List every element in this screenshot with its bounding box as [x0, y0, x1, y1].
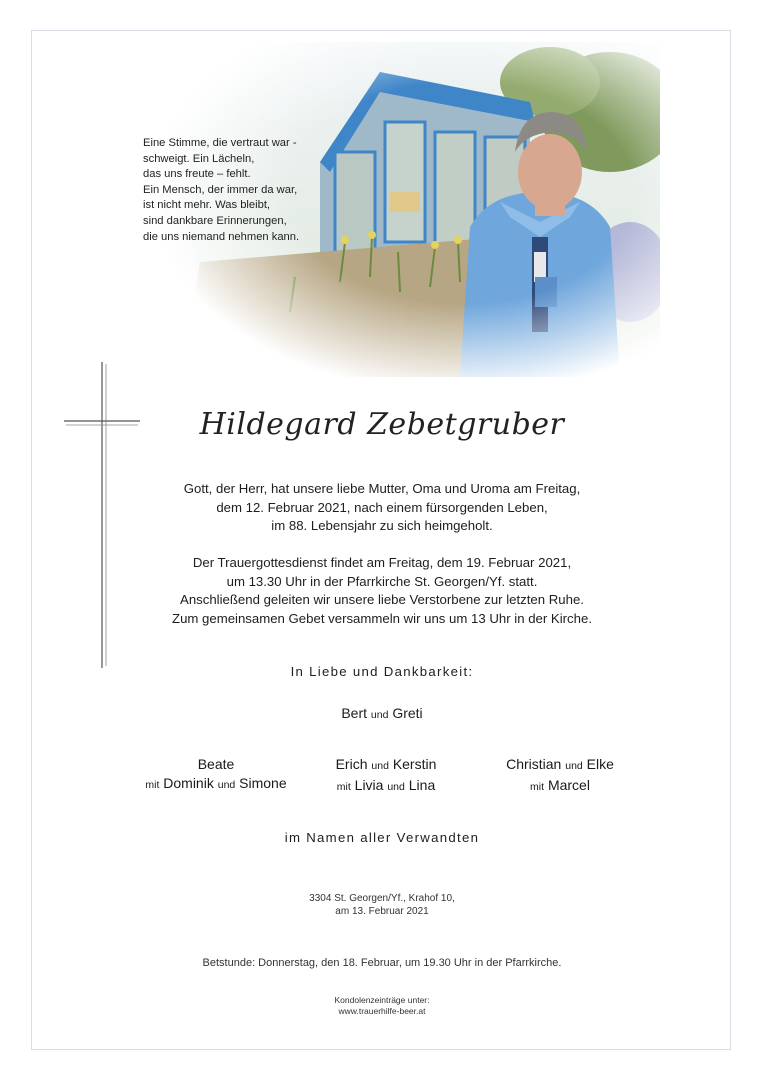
address-block	[0, 892, 764, 918]
condolence-url[interactable]: www.trauerhilfe-beer.at	[338, 1006, 426, 1016]
family-name: Greti	[392, 705, 423, 721]
address-date: am 13. Februar 2021	[335, 906, 429, 917]
family-main	[0, 704, 764, 725]
family-name: Dominik	[163, 775, 214, 791]
closing-phrase: In Liebe und Dankbarkeit:	[290, 664, 474, 679]
family-name: Lina	[408, 777, 436, 793]
family-column-3	[445, 755, 675, 797]
service-text	[0, 554, 764, 628]
family-name: Marcel	[547, 777, 590, 793]
address-line: 3304 St. Georgen/Yf., Krahof 10,	[309, 893, 455, 904]
announcement-line: dem 12. Februar 2021, nach einem fürsorgenden Leben,	[216, 499, 548, 515]
family-name: Erich	[335, 756, 368, 772]
conjunction: mit	[145, 779, 160, 791]
poem-line: sind dankbare Erinnerungen,	[143, 214, 287, 227]
announcement-line: im 88. Lebensjahr zu sich heimgeholt.	[271, 518, 493, 533]
poem-line: Eine Stimme, die vertraut war -	[143, 137, 297, 149]
service-line: Der Trauergottesdienst findet am Freitag, dem 19. Februar 2021,	[192, 555, 572, 570]
family-name: Kerstin	[392, 756, 437, 772]
family-name: Simone	[239, 775, 287, 791]
prayer-notice: Betstunde: Donnerstag, den 18. Februar, um 19.30 Uhr in der Pfarrkirche.	[202, 957, 562, 969]
service-line: Zum gemeinsamen Gebet versammeln wir uns um 13 Uhr in der Kirche.	[172, 610, 592, 626]
condolence-label: Kondolenzeinträge unter:	[334, 995, 430, 1005]
poem-line: schweigt. Ein Lächeln,	[143, 152, 255, 165]
conjunction: und	[371, 760, 389, 772]
poem-line: die uns niemand nehmen kann.	[143, 230, 300, 243]
announcement-text	[0, 480, 764, 536]
announcement-line: Gott, der Herr, hat unsere liebe Mutter, Oma und Uroma am Freitag,	[183, 481, 581, 496]
poem-line: Ein Mensch, der immer da war,	[143, 183, 298, 196]
poem-line: das uns freute – fehlt.	[143, 168, 251, 181]
conjunction: mit	[336, 781, 351, 793]
relatives-line: im Namen aller Verwandten	[284, 830, 480, 845]
condolence-info	[0, 995, 764, 1017]
family-name: Christian	[506, 756, 562, 772]
family-name: Beate	[197, 756, 235, 772]
conjunction: und	[387, 781, 405, 793]
service-line: Anschließend geleiten wir unsere liebe Verstorbene zur letzten Ruhe.	[180, 592, 584, 607]
memorial-poem	[143, 136, 343, 245]
conjunction: und	[370, 709, 389, 721]
deceased-name: Hildegard Zebetgruber	[199, 407, 565, 442]
poem-line: ist nicht mehr. Was bleibt,	[143, 199, 271, 212]
service-line: um 13.30 Uhr in der Pfarrkirche St. Georgen/Yf. statt.	[226, 573, 538, 589]
family-name: Elke	[586, 756, 614, 772]
conjunction: und	[217, 779, 236, 791]
conjunction: mit	[530, 781, 545, 793]
conjunction: und	[565, 760, 583, 772]
family-name: Livia	[354, 777, 384, 793]
family-name: Bert	[341, 705, 368, 721]
